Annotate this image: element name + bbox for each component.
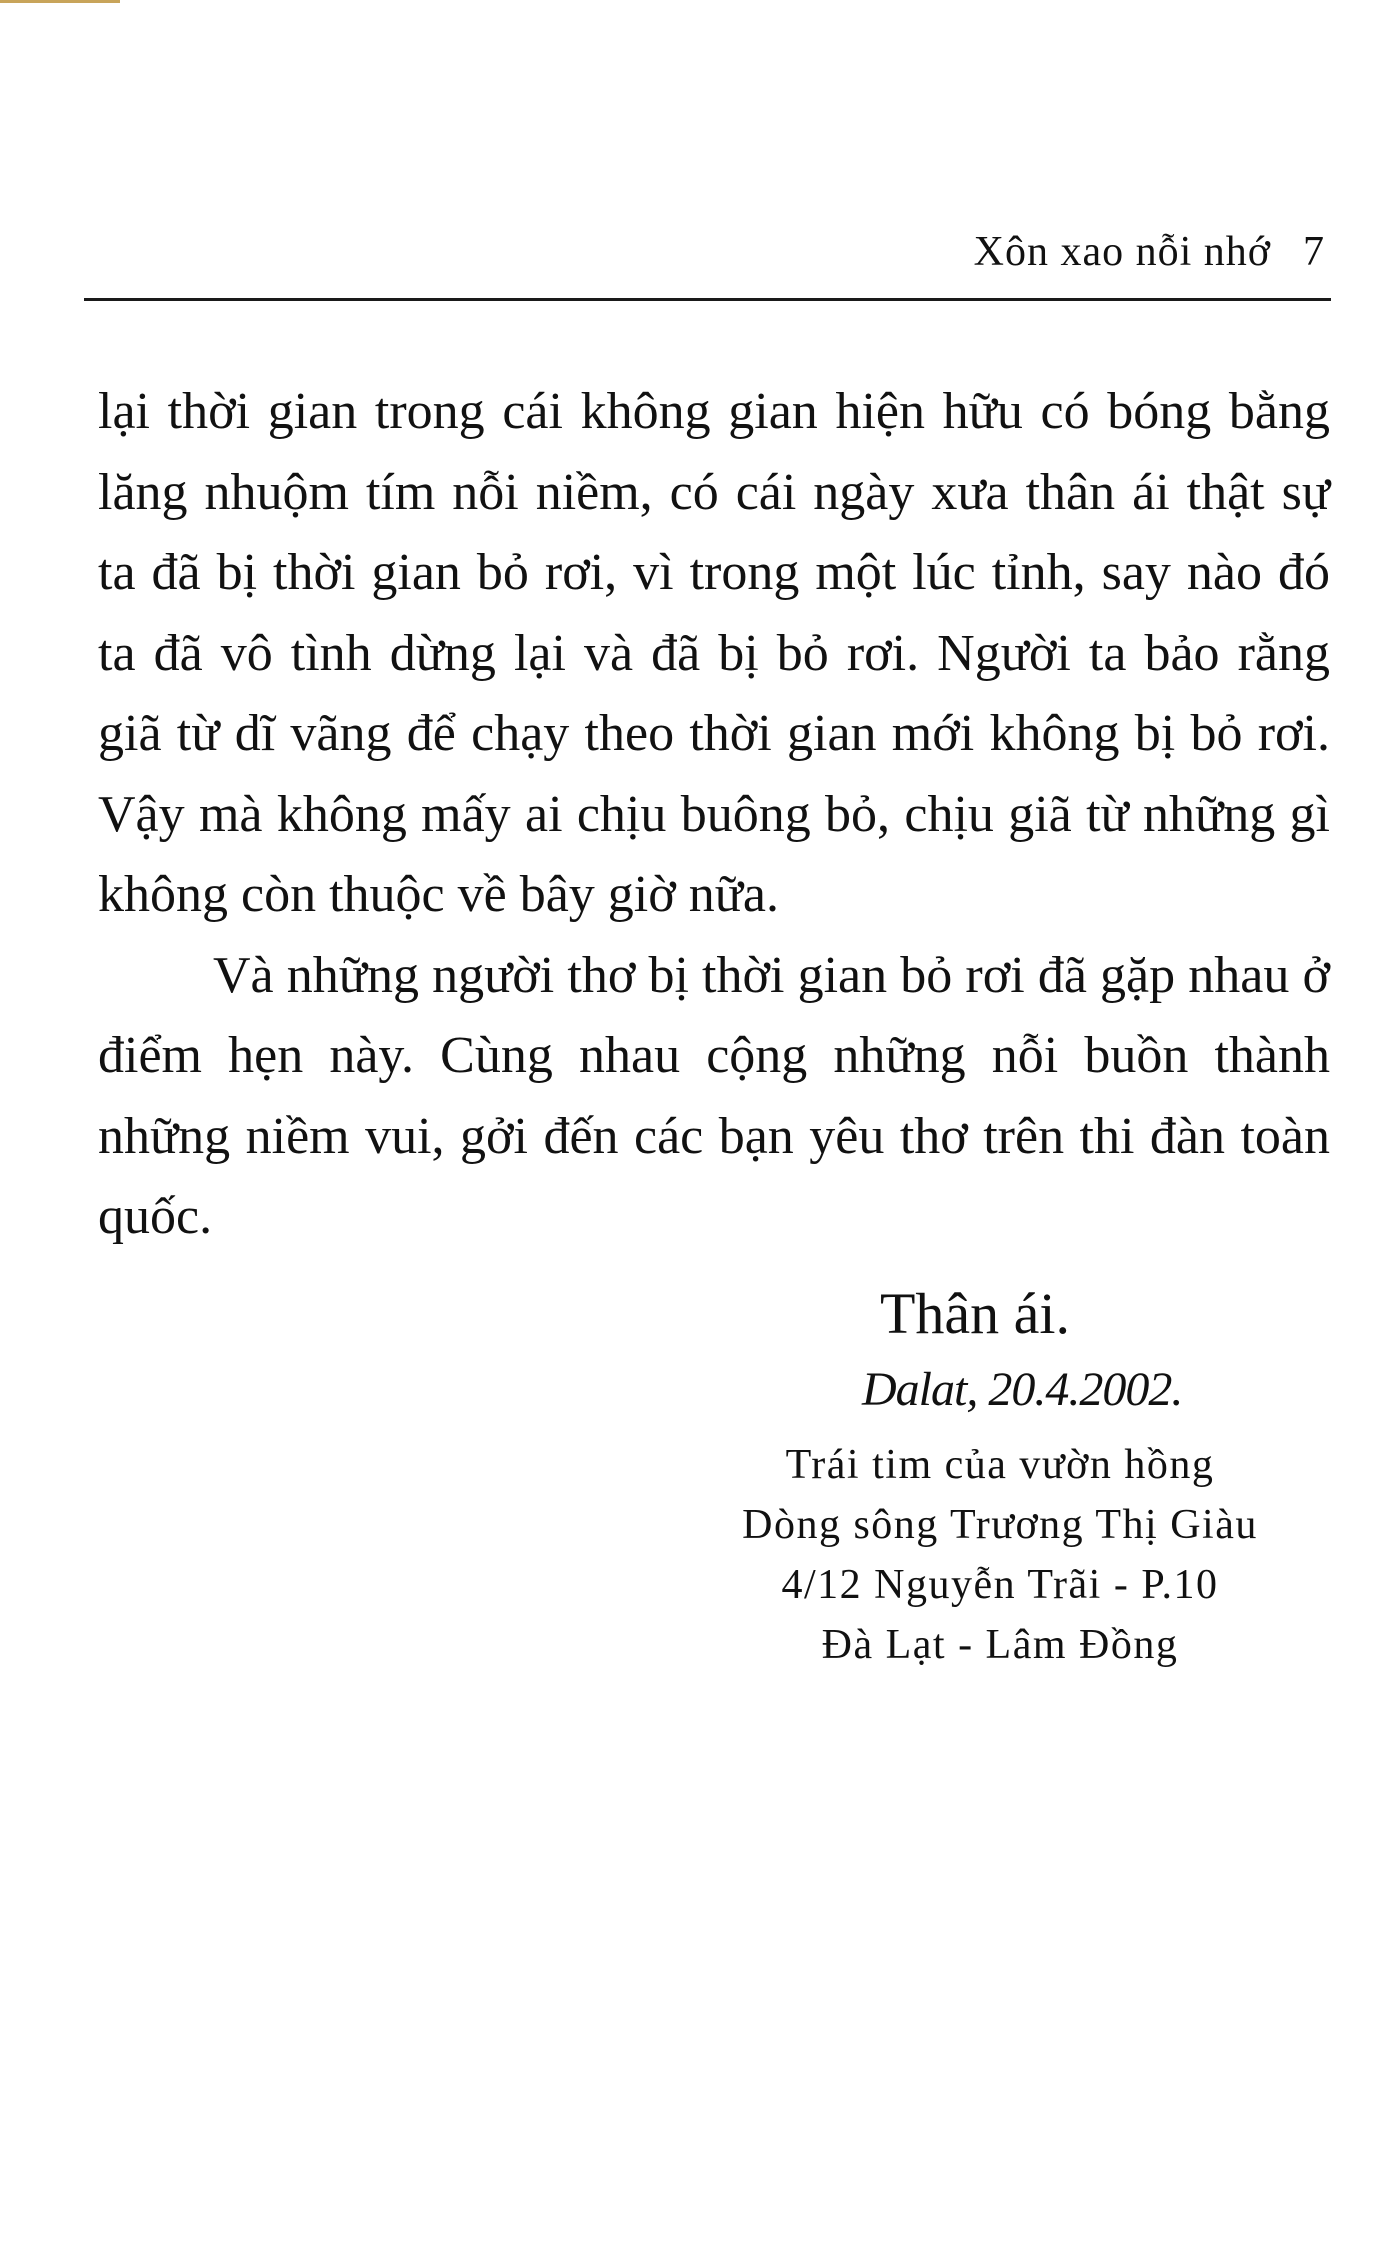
address-line: Dòng sông Trương Thị Giàu: [742, 1502, 1258, 1548]
scan-edge-mark: [0, 0, 120, 3]
address-block: [720, 1435, 1280, 1675]
address-line: Đà Lạt - Lâm Đồng: [821, 1622, 1179, 1668]
signoff: Thân ái.: [880, 1281, 1071, 1346]
header-right: [974, 228, 1325, 276]
header-title: Xôn xao nỗi nhớ: [973, 229, 1271, 275]
body-text: [98, 372, 1330, 1258]
running-header: [84, 222, 1331, 301]
paragraph-2: Và những người thơ bị thời gian bỏ rơi đã gặp nhau ở điểm hẹn này. Cùng nhau cộng những nỗi buồn thành những niềm vui, gởi đến các bạn yêu thơ trên thi đàn toàn quốc.: [98, 946, 1330, 1245]
page-number: 7: [1303, 229, 1325, 275]
paragraph-1: lại thời gian trong cái không gian hiện hữu có bóng bằng lăng nhuộm tím nỗi niềm, có cái ngày xưa thân ái thật sự ta đã bị thời gian bỏ rơi, vì trong một lúc tỉnh, say nào đó ta đã vô tình dừng lại và đã bị bỏ rơi. Người ta bảo rằng giã từ dĩ vãng để chạy theo thời gian mới không bị bỏ rơi. Vậy mà không mấy ai chịu buông bỏ, chịu giã từ những gì không còn thuộc về bây giờ nữa.: [98, 383, 1330, 923]
date-line: Dalat, 20.4.2002.: [862, 1363, 1183, 1416]
address-line: 4/12 Nguyễn Trãi - P.10: [781, 1562, 1219, 1608]
address-line: Trái tim của vườn hồng: [785, 1442, 1215, 1488]
